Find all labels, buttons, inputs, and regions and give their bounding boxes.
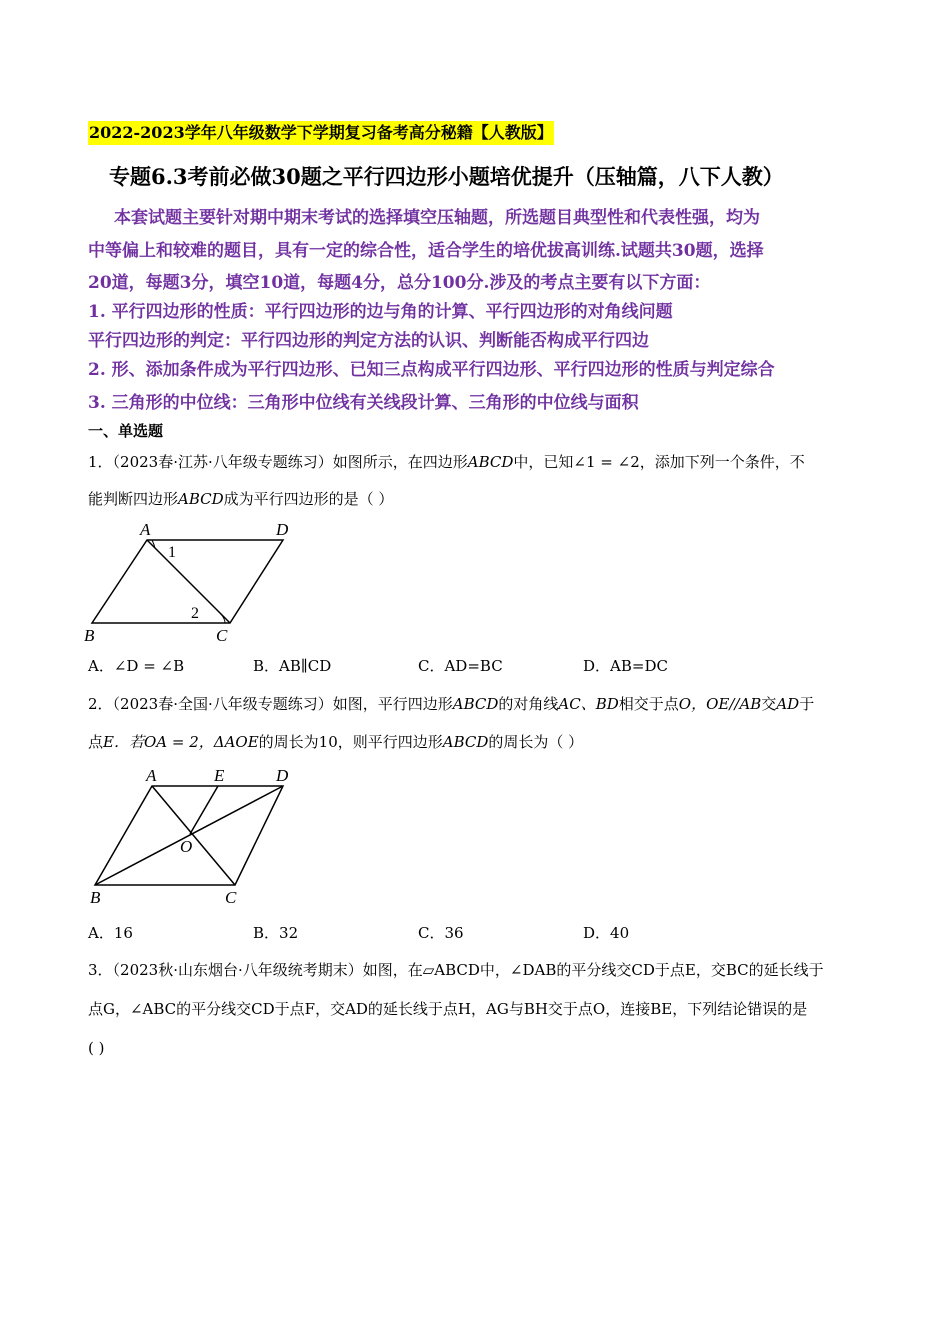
q2-option-c: C．36 [418,924,464,942]
intro-line-3: 20道，每题3分，填空10道，每题4分，总分100分.涉及的考点主要有以下方面： [88,273,711,293]
intro-point-1: 1. 平行四边形的性质：平行四边形的边与角的计算、平行四边形的对角线问题 [88,302,673,322]
intro-line-2: 中等偏上和较难的题目，具有一定的综合性，适合学生的培优拔高训练.试题共30题，选择 [88,241,764,261]
q2-option-d: D．40 [583,924,630,942]
q2-label-c: C [225,888,237,907]
intro-point-2: 2. 形、添加条件成为平行四边形、已知三点构成平行四边形、平行四边形的性质与判定综合 [88,360,775,380]
q3-stem-line-3: ( ) [88,1039,105,1057]
q1-label-d: D [276,520,289,539]
section-heading: 一、单选题 [88,422,164,440]
q2-label-b: B [90,888,101,907]
intro-point-3: 3. 三角形的中位线：三角形中位线有关线段计算、三角形的中位线与面积 [88,393,639,413]
q1-diagonal-ac [147,540,230,623]
intro-point-1b: 平行四边形的判定：平行四边形的判定方法的认识、判断能否构成平行四边 [88,331,649,351]
q2-option-a: A．16 [88,924,133,942]
q1-option-a: A．∠D = ∠B [88,657,185,675]
q1-label-b: B [84,626,95,645]
q1-label-angle-1: 1 [168,544,176,561]
q1-stem-line-1: 1．（2023春·江苏·八年级专题练习）如图所示，在四边形ABCD中，已知∠1 = ∠2，添加下列一个条件，不 [88,453,805,471]
q1-option-b: B．AB∥CD [253,657,332,675]
q2-label-o: O [180,837,193,856]
q2-diagonal-ac [152,786,235,885]
q2-label-e: E [214,766,225,785]
q2-stem-line-1: 2．（2023春·全国·八年级专题练习）如图，平行四边形ABCD的对角线AC、BD相交于点O，OE//AB交AD于 [88,695,815,713]
page-title: 专题6.3考前必做30题之平行四边形小题培优提升（压轴篇，八下人教） [109,164,784,189]
q2-stem-line-2: 点E．若OA = 2，ΔAOE的周长为10，则平行四边形ABCD的周长为（ ） [88,733,584,751]
q1-label-c: C [216,626,228,645]
intro-line-1: 本套试题主要针对期中期末考试的选择填空压轴题，所选题目典型性和代表性强，均为 [114,208,760,228]
q2-option-b: B．32 [253,924,299,942]
series-banner: 2022-2023学年八年级数学下学期复习备考高分秘籍【人教版】 [88,121,554,145]
q1-stem-line-2: 能判断四边形ABCD成为平行四边形的是（ ） [88,490,394,508]
q2-label-a: A [146,766,157,785]
q1-option-d: D．AB=DC [583,657,668,675]
q1-label-a: A [140,520,151,539]
q3-stem-line-1: 3．（2023秋·山东烟台·八年级统考期末）如图，在▱ABCD中，∠DAB的平分线交CD于点E，交BC的延长线于 [88,961,824,979]
q2-figure [80,762,300,910]
q1-option-c: C．AD=BC [418,657,503,675]
q3-stem-line-2: 点G，∠ABC的平分线交CD于点F，交AD的延长线于点H，AG与BH交于点O，连接BE，下列结论错误的是 [88,1000,808,1018]
q1-label-angle-2: 2 [191,605,199,622]
q2-label-d: D [276,766,289,785]
q1-figure [80,515,300,645]
